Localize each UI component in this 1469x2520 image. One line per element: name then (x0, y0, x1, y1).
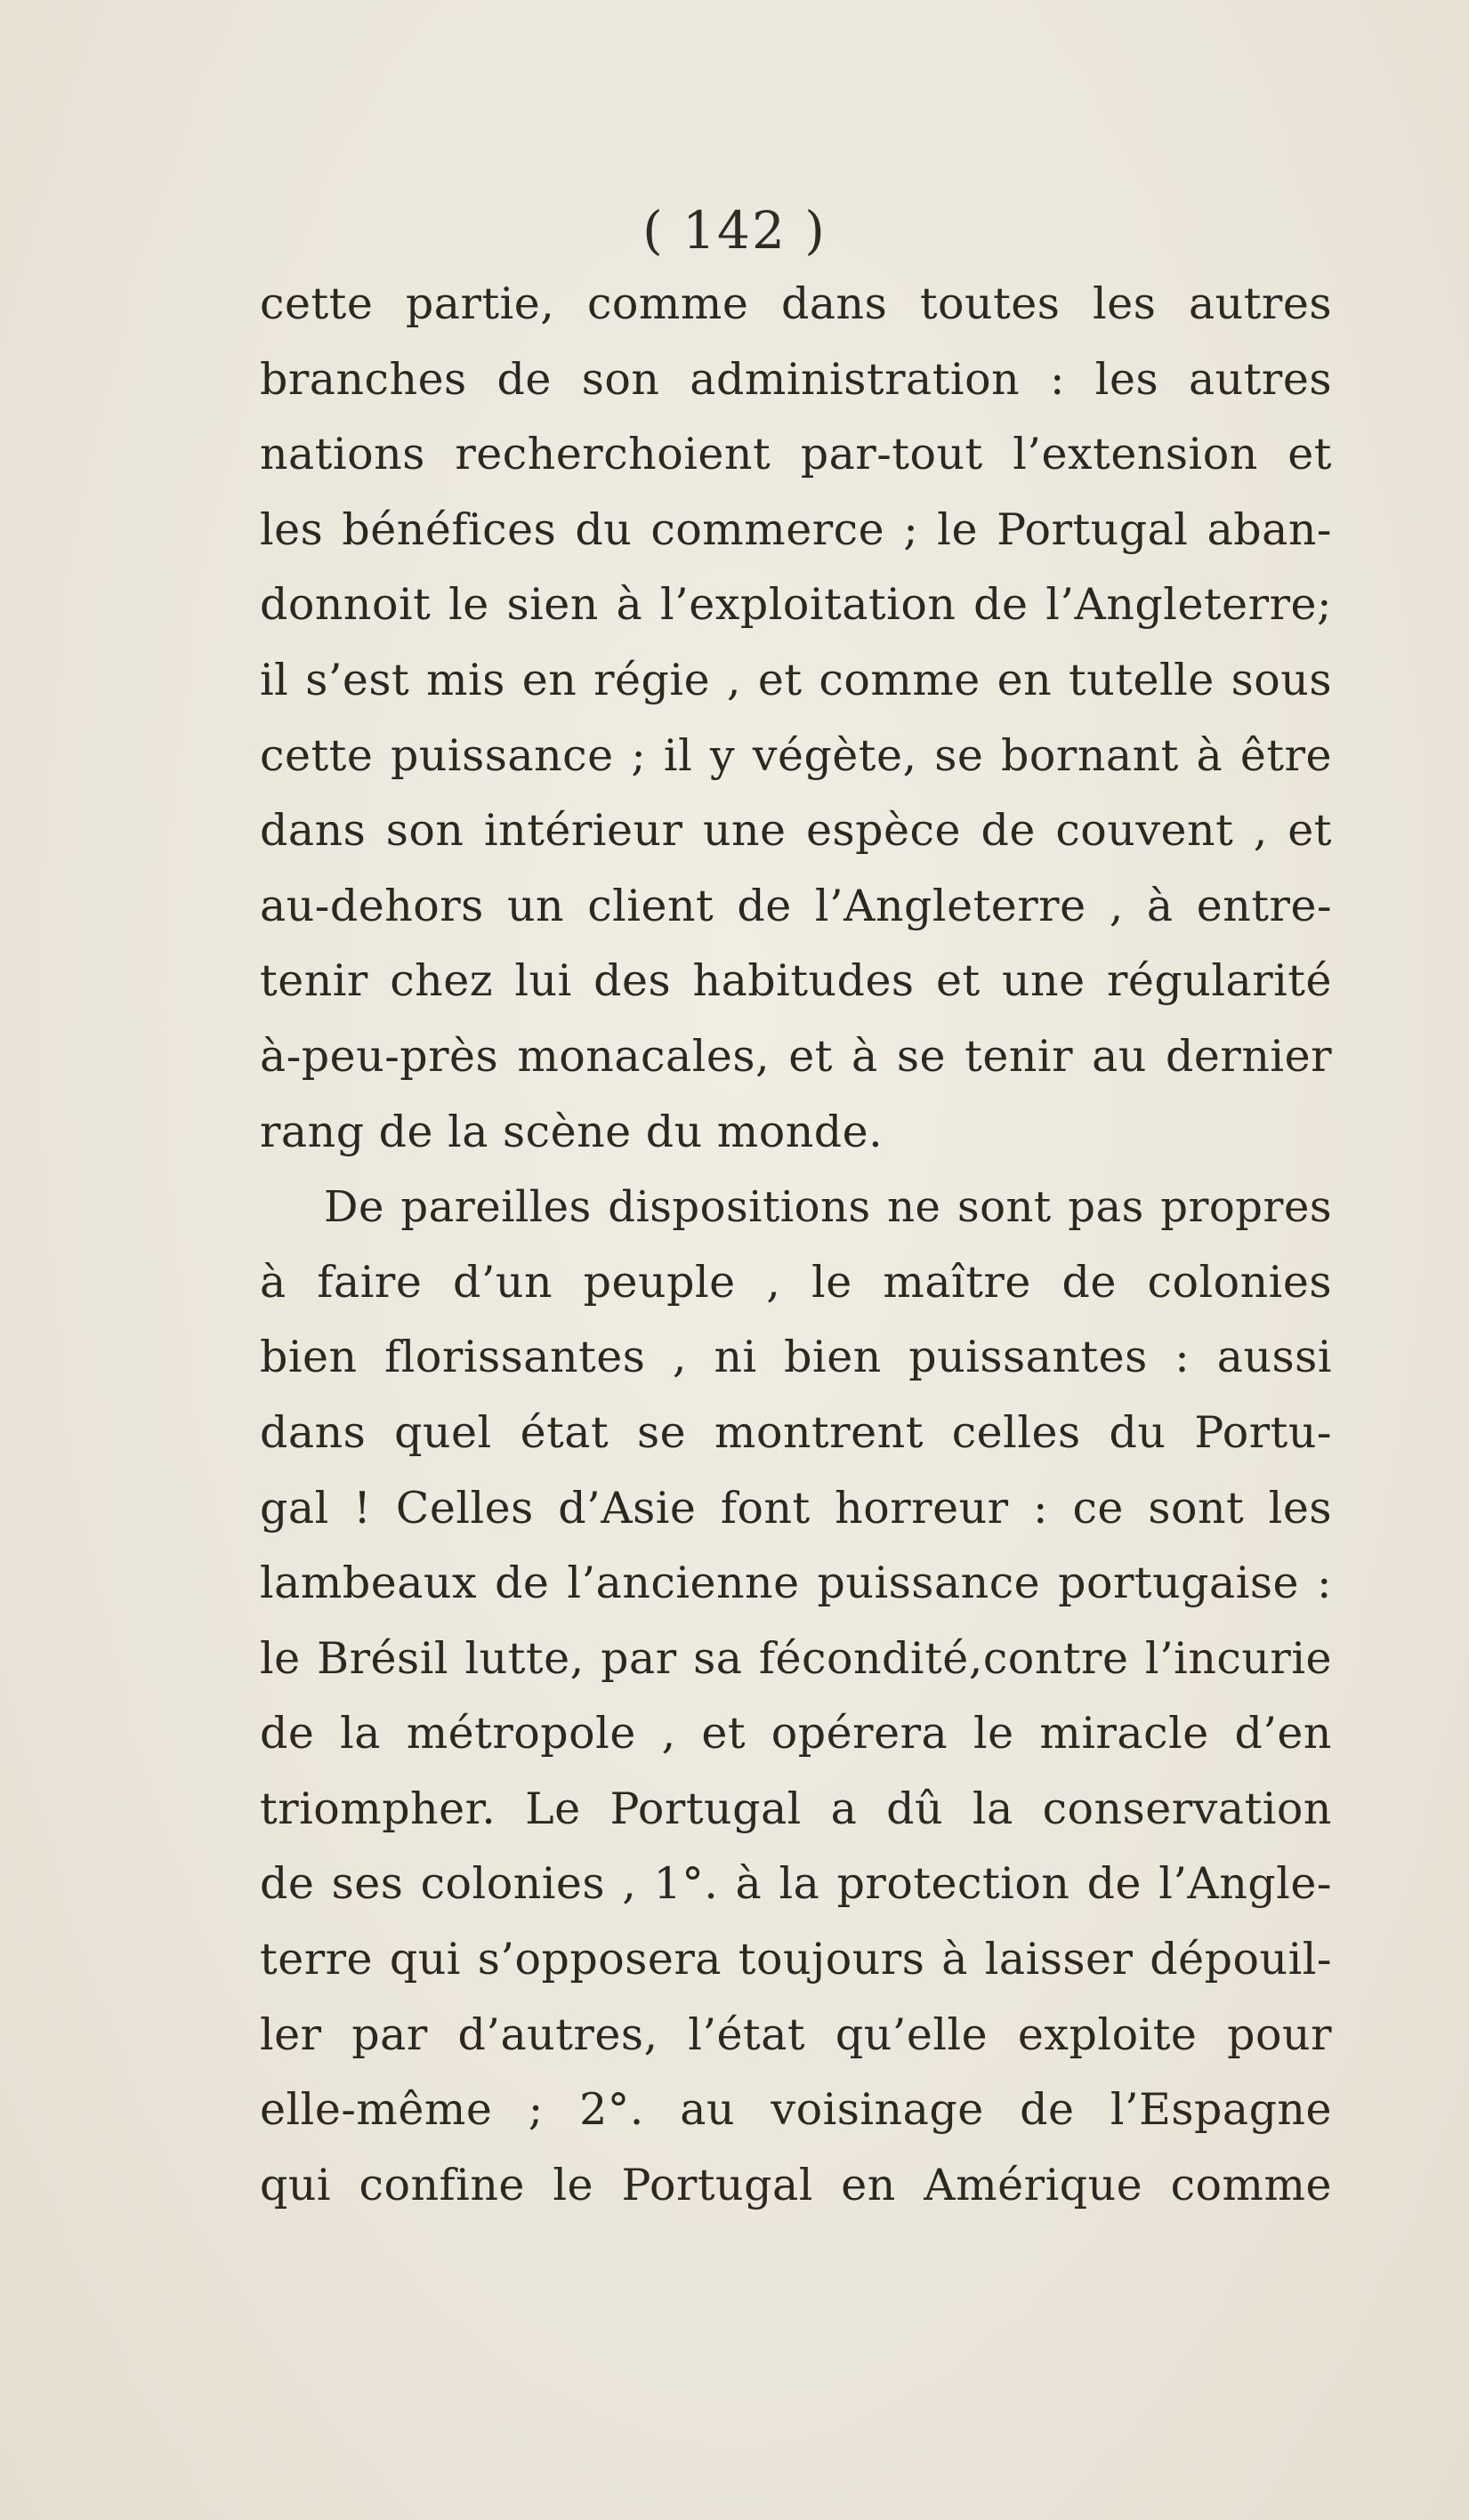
body-text (260, 267, 1332, 2223)
text-line: il s’est mis en régie , et comme en tutelle sous (260, 654, 1332, 705)
paragraph-start-line: De pareilles dispositions ne sont pas propres (324, 1182, 1332, 1233)
text-line: les bénéfices du commerce ; le Portugal aban- (260, 503, 1332, 555)
text-line: cette puissance ; il y végète, se bornant à être (260, 729, 1332, 781)
text-line: tenir chez lui des habitudes et une régularité (260, 955, 1332, 1007)
page-number: ( 142 ) (642, 200, 827, 261)
text-line: à-peu-près monacales, et à se tenir au dernier (260, 1030, 1332, 1082)
text-line: terre qui s’opposera toujours à laisser dépouil- (260, 1934, 1332, 1985)
text-line: triompher. Le Portugal a dû la conservation (260, 1783, 1332, 1834)
text-line: cette partie, comme dans toutes les autres (260, 278, 1332, 329)
text-line: branches de son administration : les autres (260, 353, 1332, 405)
text-line: elle-même ; 2°. au voisinage de l’Espagne (260, 2084, 1332, 2136)
text-line: ler par d’autres, l’état qu’elle exploite pour (260, 2009, 1332, 2060)
text-line: nations recherchoient par-tout l’extension et (260, 429, 1332, 480)
text-line: de ses colonies , 1°. à la protection de l’Angle- (260, 1858, 1332, 1910)
paragraph-end-line: rang de la scène du monde. (260, 1106, 884, 1157)
text-line: dans quel état se montrent celles du Portu- (260, 1406, 1332, 1458)
text-line: de la métropole , et opérera le miracle d’en (260, 1708, 1332, 1759)
text-line: lambeaux de l’ancienne puissance portugaise : (260, 1558, 1332, 1609)
text-line: le Brésil lutte, par sa fécondité,contre l’incurie (260, 1632, 1332, 1684)
text-line: dans son intérieur une espèce de couvent , et (260, 805, 1332, 857)
text-line: qui confine le Portugal en Amérique comme (260, 2159, 1332, 2210)
text-line: gal ! Celles d’Asie font horreur : ce sont les (260, 1482, 1332, 1534)
text-line: donnoit le sien à l’exploitation de l’Angleterre; (260, 579, 1332, 631)
text-line: à faire d’un peuple , le maître de colonies (260, 1256, 1332, 1308)
text-line: bien florissantes , ni bien puissantes : aussi (260, 1332, 1332, 1383)
text-line: au-dehors un client de l’Angleterre , à entre- (260, 880, 1332, 931)
